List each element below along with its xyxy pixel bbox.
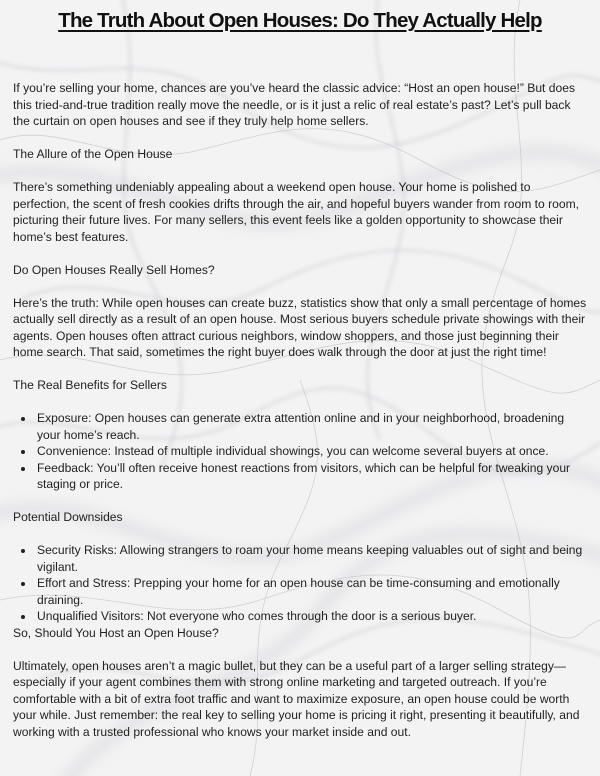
conclusion-paragraph: Ultimately, open houses aren’t a magic bullet, but they can be a useful part of a larger selling strategy—especially if your agent combines them with strong online marketing and targeted outreach. If you’re comfortable with a bit of extra foot traffic and want to maximize exposure, an open house could be worth your while. Just remember: the real key to selling your home is pricing it right, presenting it beautifully, and working with a trusted professional who knows your market inside and out.: [13, 658, 580, 739]
article-body: [13, 80, 589, 757]
downsides-heading: Potential Downsides: [13, 510, 123, 524]
list-item: • Effort and Stress: Prepping your home for an open house can be time-consuming and emotionally draining.: [35, 575, 589, 608]
list-item: • Feedback: You’ll often receive honest reactions from visitors, which can be helpful for tweaking your staging or price.: [35, 460, 589, 493]
conclusion-heading: So, Should You Host an Open House?: [13, 625, 219, 640]
allure-heading: The Allure of the Open House: [13, 147, 173, 161]
list-item: • Security Risks: Allowing strangers to roam your home means keeping valuables out of sight and being vigilant.: [35, 542, 589, 575]
benefits-heading: The Real Benefits for Sellers: [13, 378, 167, 392]
allure-paragraph: There’s something undeniably appealing about a weekend open house. Your home is polished to perfection, the scent of fresh cookies drifts through the air, and hopeful buyers wander from room to room, picturing their future lives. For many sellers, this event feels like a golden opportunity to showcase their home’s best features.: [13, 180, 580, 244]
downsides-list: [13, 542, 589, 625]
sell-paragraph: Here’s the truth: While open houses can create buzz, statistics show that only a small percentage of homes actually sell directly as a result of an open house. Most serious buyers schedule private showings with their agents. Open houses often attract curious neighbors, window shoppers, and those just beginning their home search. That said, sometimes the right buyer does walk through the door at just the right time!: [13, 295, 587, 359]
list-item: • Convenience: Instead of multiple individual showings, you can welcome several buyers at once.: [35, 443, 589, 460]
list-item: • Unqualified Visitors: Not everyone who comes through the door is a serious buyer.: [35, 608, 589, 625]
benefits-list: [13, 410, 589, 493]
list-item: • Exposure: Open houses can generate extra attention online and in your neighborhood, broadening your home’s reach.: [35, 410, 589, 443]
intro-paragraph: If you’re selling your home, chances are you’ve heard the classic advice: “Host an open house!” But does this tried-and-true tradition really move the needle, or is it just a relic of real estate’s past? Let’s pull back the curtain on open houses and see if they truly help home sellers.: [13, 81, 575, 128]
page-title: The Truth About Open Houses: Do They Actually Help: [58, 9, 542, 32]
sell-heading: Do Open Houses Really Sell Homes?: [13, 262, 215, 277]
